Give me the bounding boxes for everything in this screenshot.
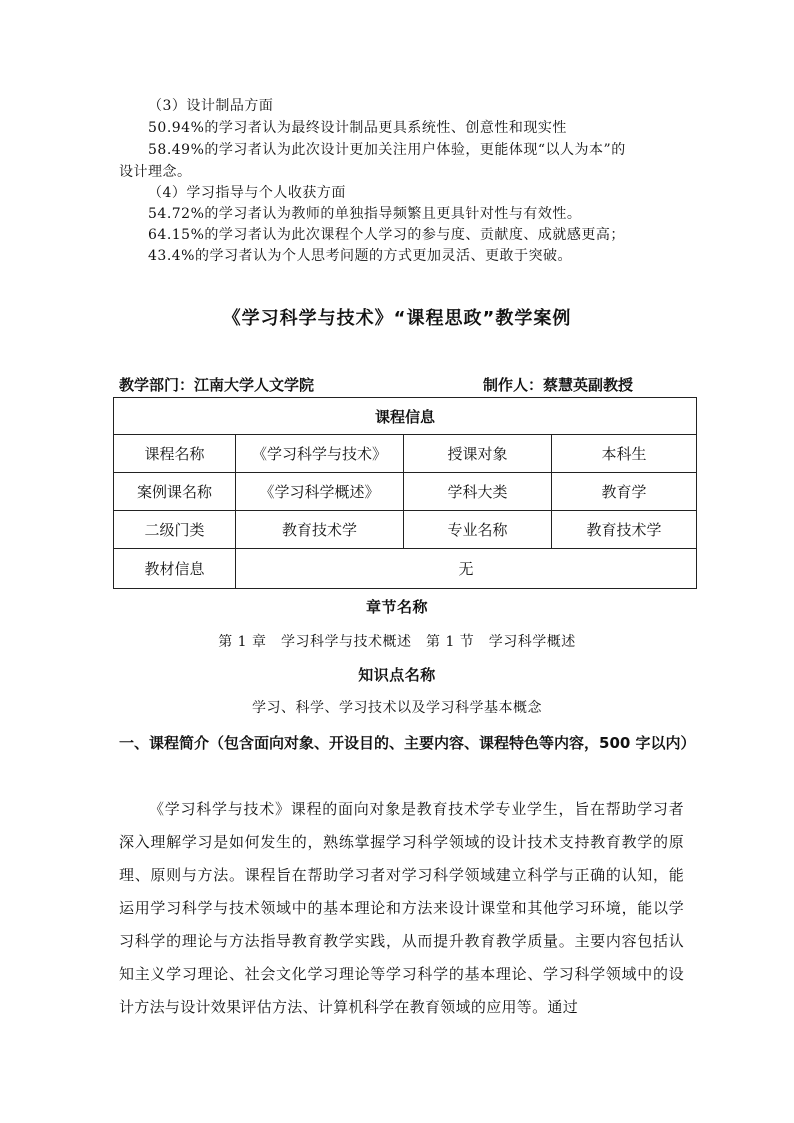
text-line: 50.94%的学习者认为最终设计制品更具系统性、创意性和现实性 xyxy=(148,120,567,136)
table-cell: 教材信息 xyxy=(114,549,236,589)
table-cell: 教育技术学 xyxy=(552,511,697,549)
text-line: 64.15%的学习者认为此次课程个人学习的参与度、贡献度、成就感更高； xyxy=(148,227,625,243)
table-cell: 专业名称 xyxy=(404,511,552,549)
knowledge-heading: 知识点名称 xyxy=(358,666,436,684)
maker-label: 制作人：蔡慧英副教授 xyxy=(483,376,634,394)
chapter-heading: 章节名称 xyxy=(365,598,428,616)
text-line: （4）学习指导与个人收获方面 xyxy=(148,185,346,201)
chapter-value: 第 1 章 学习科学与技术概述 第 1 节 学习科学概述 xyxy=(218,634,576,650)
document-title: 《学习科学与技术》“课程思政”教学案例 xyxy=(222,308,572,329)
knowledge-value: 学习、科学、学习技术以及学习科学基本概念 xyxy=(252,700,542,716)
text-line: （3）设计制品方面 xyxy=(148,98,274,114)
table-cell: 本科生 xyxy=(552,435,697,473)
section-heading: 一、课程简介（包含面向对象、开设目的、主要内容、课程特色等内容，500 字以内） xyxy=(119,734,696,752)
table-cell: 《学习科学与技术》 xyxy=(236,435,404,473)
table-cell: 《学习科学概述》 xyxy=(236,473,404,511)
table-cell: 授课对象 xyxy=(404,435,552,473)
text-line: 54.72%的学习者认为教师的单独指导频繁且更具针对性与有效性。 xyxy=(148,206,582,222)
table-row xyxy=(114,473,697,511)
table-cell: 教育学 xyxy=(552,473,697,511)
course-info-table xyxy=(113,397,697,589)
table-cell: 教育技术学 xyxy=(236,511,404,549)
table-row xyxy=(114,435,697,473)
table-cell: 案例课名称 xyxy=(114,473,236,511)
text-line: 43.4%的学习者认为个人思考问题的方式更加灵活、更敢于突破。 xyxy=(148,248,572,264)
table-cell: 无 xyxy=(236,549,697,589)
section-body: 《学习科学与技术》课程的面向对象是教育技术学专业学生，旨在帮助学习者深入理解学习是如何发生的，熟练掌握学习科学领域的设计技术支持教育教学的原理、原则与方法。课程旨在帮助学习者对学习科学领域建立科学与正确的认知，能运用学习科学与技术领域中的基本理论和方法来设计课堂和其他学习环境，能以学习科学的理论与方法指导教育教学实践，从而提升教育教学质量。主要内容包括认知主义学习理论、社会文化学习理论等学习科学的基本理论、学习科学领域中的设计方法与设计效果评估方法、计算机科学在教育领域的应用等。通过 xyxy=(119,800,684,1016)
table-cell: 学科大类 xyxy=(404,473,552,511)
table-header: 课程信息 xyxy=(114,398,697,435)
table-cell: 二级门类 xyxy=(114,511,236,549)
table-cell: 课程名称 xyxy=(114,435,236,473)
text-line: 58.49%的学习者认为此次设计更加关注用户体验，更能体现“以人为本”的 xyxy=(148,142,626,158)
text-line: 设计理念。 xyxy=(119,164,192,180)
table-row xyxy=(114,549,697,589)
table-row xyxy=(114,511,697,549)
department-label: 教学部门：江南大学人文学院 xyxy=(119,376,315,394)
